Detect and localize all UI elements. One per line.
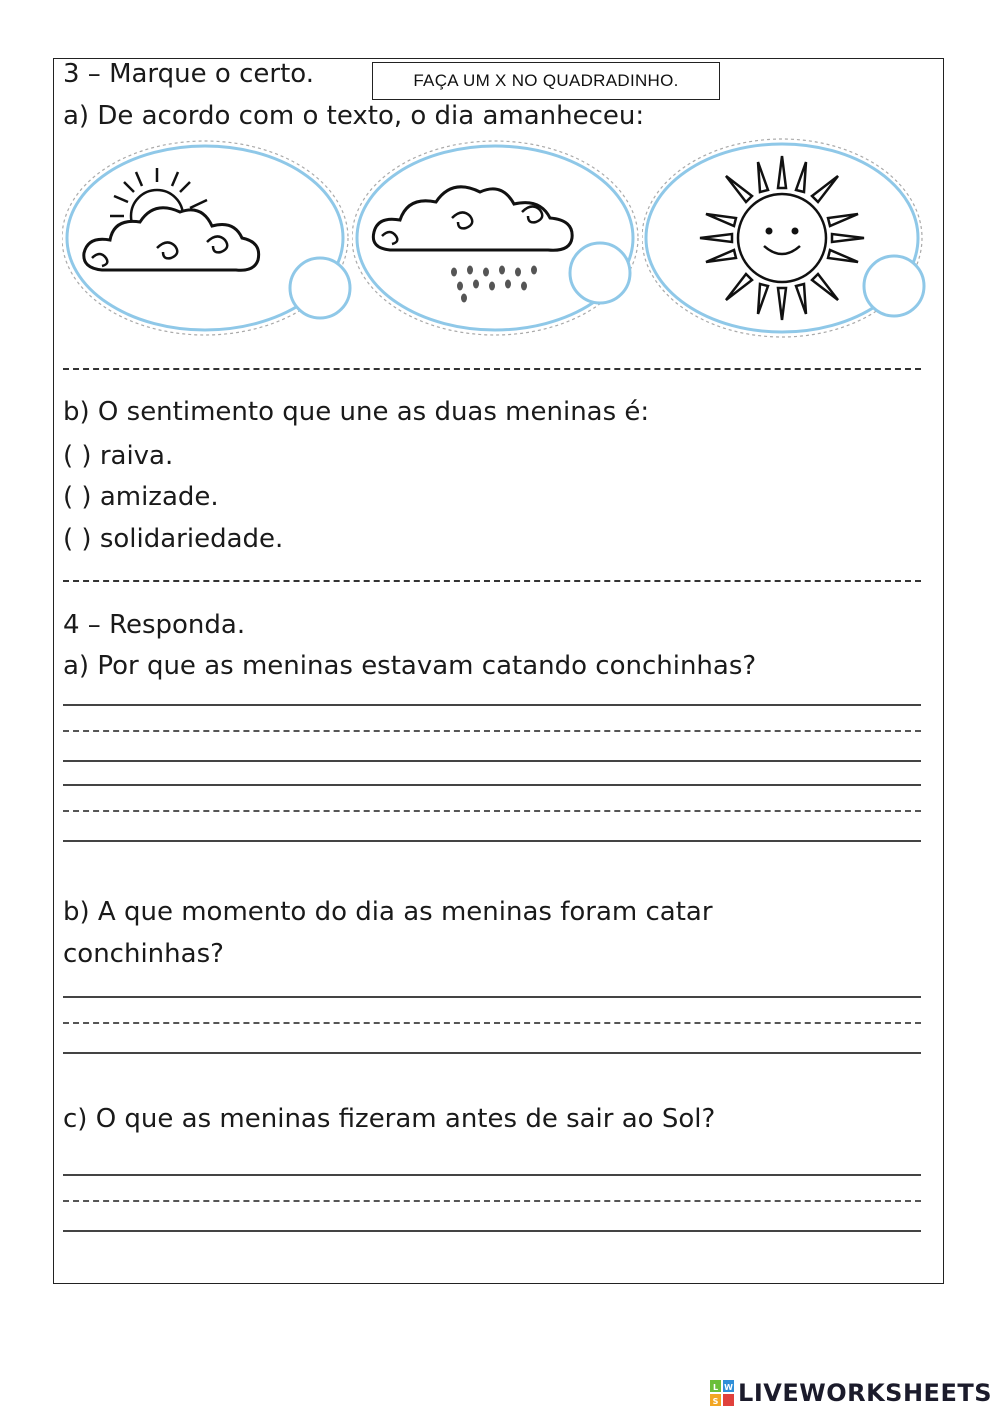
question-3-title: 3 – Marque o certo. (63, 59, 314, 89)
rainy-cloud-icon[interactable] (352, 138, 644, 342)
option-solidariedade[interactable]: ( ) solidariedade. (63, 524, 284, 554)
answer-line[interactable] (63, 1200, 921, 1202)
section-divider (63, 580, 921, 582)
answer-line[interactable] (63, 1022, 921, 1024)
answer-line[interactable] (63, 730, 921, 732)
liveworksheets-logo-icon (710, 1380, 734, 1406)
answer-line[interactable] (63, 810, 921, 812)
question-4b-prompt-line1: b) A que momento do dia as meninas foram catar (63, 897, 713, 927)
question-3a-prompt: a) De acordo com o texto, o dia amanheceu: (63, 101, 645, 131)
question-4a-prompt: a) Por que as meninas estavam catando conchinhas? (63, 651, 757, 681)
partly-cloudy-icon[interactable] (62, 138, 354, 342)
liveworksheets-logo (710, 1378, 992, 1408)
logo-letter-w: W (724, 1383, 733, 1392)
option-raiva[interactable]: ( ) raiva. (63, 441, 174, 471)
answer-line[interactable] (63, 1052, 921, 1054)
instruction-box: FAÇA UM X NO QUADRADINHO. (372, 62, 720, 100)
answer-line[interactable] (63, 760, 921, 762)
answer-line[interactable] (63, 1174, 921, 1176)
question-4-title: 4 – Responda. (63, 610, 246, 640)
logo-letter-s: S (712, 1397, 719, 1406)
question-4c-prompt: c) O que as meninas fizeram antes de sair ao Sol? (63, 1104, 716, 1134)
question-4b-prompt-line2: conchinhas? (63, 939, 224, 969)
option-amizade[interactable]: ( ) amizade. (63, 482, 219, 512)
question-3b-prompt: b) O sentimento que une as duas meninas é: (63, 397, 650, 427)
logo-letter-l: L (712, 1383, 719, 1392)
sun-icon[interactable] (642, 136, 928, 342)
answer-line[interactable] (63, 784, 921, 786)
answer-line[interactable] (63, 704, 921, 706)
answer-line[interactable] (63, 1230, 921, 1232)
answer-line[interactable] (63, 996, 921, 998)
answer-line[interactable] (63, 840, 921, 842)
section-divider (63, 368, 921, 370)
liveworksheets-brand: LIVEWORKSHEETS (738, 1379, 992, 1407)
